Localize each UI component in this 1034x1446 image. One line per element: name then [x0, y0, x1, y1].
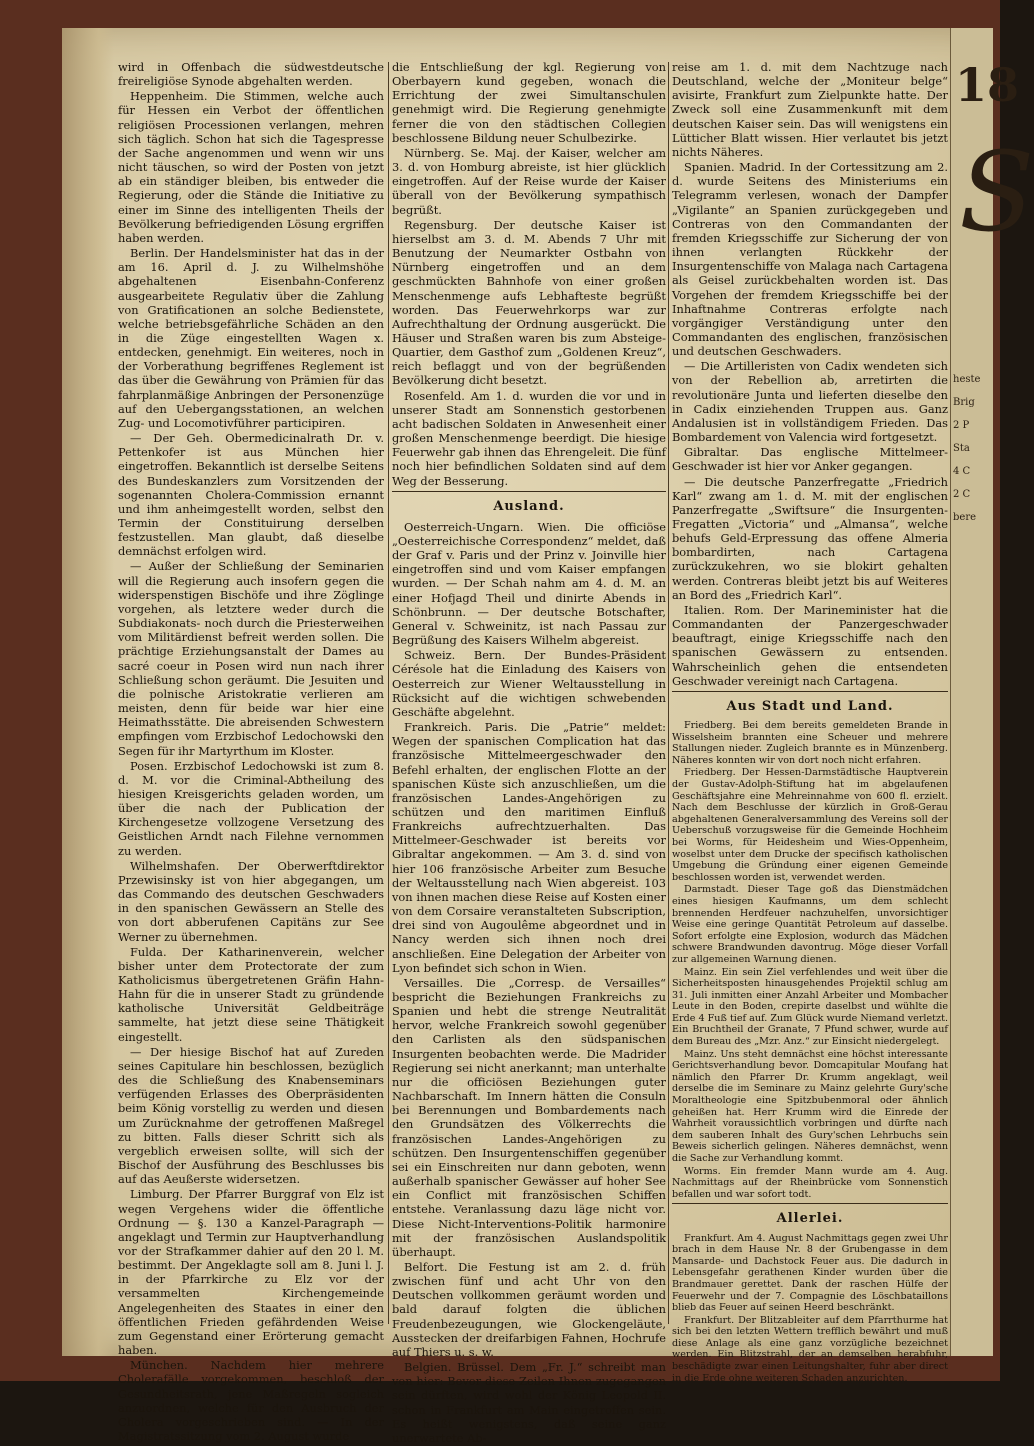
- divider: [672, 1203, 948, 1204]
- paragraph: Belgien. Brüssel. Dem „Fr. J.“ schreibt man von hier: Bevor diese Zeilen Ihnen zugegangen sein dürften, wird wohl der König Leopold II. schon in Frankfurt am Main eingetroffen sein. Es heißt wenigstens, daß seine ganz unerwartete Ab-: [392, 1360, 666, 1445]
- section-heading-allerlei: Allerlei.: [776, 1211, 844, 1227]
- paragraph: reise am 1. d. mit dem Nachtzuge nach Deutschland, welche der „Moniteur belge“ avisirte, Frankfurt zum Zielpunkte hatte. Der Zweck soll eine Zusammenkunft mit dem deutschen Kaiser sein. Das will wenigstens ein Lütticher Blatt wissen. Hier verlautet bis jetzt nichts Näheres.: [672, 60, 948, 159]
- paragraph: Gibraltar. Das englische Mittelmeer-Geschwader ist hier vor Anker gegangen.: [672, 445, 948, 474]
- paragraph: Frankfurt. Am 4. August Nachmittags gegen zwei Uhr brach in dem Hause Nr. 8 der Grubengasse in dem Mansarde- und Dachstock Feuer aus. Die dadurch in Lebensgefahr gerathenen Kinder wurden über die Brandmauer gerettet. Dank der raschen Hülfe der Feuerwehr und der 7. Compagnie des Löschbataillons blieb das Feuer auf seinen Heerd beschränkt.: [672, 1232, 948, 1314]
- paragraph: München. Nachdem hier mehrere Cholerafälle vorgekommen, beschloß der Gesundheitsrath, jene Maßregeln sogleich anzuordnen, welche für den Ausbruch der Cholera vorgeschrieben sind. — In der Magistratssitzung vom 2. August wurde: [118, 1358, 384, 1443]
- column-rule: [388, 62, 389, 1324]
- paragraph: Versailles. Die „Corresp. de Versailles“ bespricht die Beziehungen Frankreichs zu Spanien und hebt die strenge Neutralität hervor, welche Frankreich sowohl gegenüber den Carlisten als den südspanischen Insurgenten beobachten werde. Die Madrider Regierung sei nicht anerkannt; man unterhalte nur die officiösen Beziehungen guter Nachbarschaft. Im Innern hätten die Consuln bei Berennungen und Bombardements nach den Grundsätzen des Völkerrechts die französischen Landes-Angehörigen zu schützen. Den Insurgentenschiffen gegenüber sei ein Einschreiten nur dann geboten, wenn außerhalb spanischer Gewässer auf hoher See ein Conflict mit französischen Schiffen entstehe. Veranlassung dazu läge nicht vor. Diese Nicht-Interventions-Politik harmonire mit der französischen Auslandspolitik überhaupt.: [392, 975, 666, 1259]
- strip-line: heste: [953, 374, 981, 385]
- column-rule: [668, 62, 669, 1324]
- paragraph: Belfort. Die Festung ist am 2. d. früh zwischen fünf und acht Uhr von den Deutschen vollkommen geräumt worden und bald darauf folgten die üblichen Freudenbezeugungen, wie Glockengeläute, Ausstecken der dreifarbigen Fahnen, Hochrufe auf Thiers u. s. w.: [392, 1259, 666, 1359]
- column-2: [392, 60, 666, 1446]
- strip-line: bere: [953, 512, 977, 523]
- strip-line: Brig: [953, 397, 975, 408]
- strip-line: Sta: [953, 443, 970, 454]
- paragraph: wird in Offenbach die südwestdeutsche freireligiöse Synode abgehalten werden.: [118, 60, 384, 89]
- paragraph: Rosenfeld. Am 1. d. wurden die vor und in unserer Stadt am Sonnenstich gestorbenen acht badischen Soldaten in Anwesenheit einer großen Menschenmenge beerdigt. Die hiesige Feuerwehr gab ihnen das Ehrengeleit. Die fünf noch hier befindlichen Soldaten sind auf dem Weg der Besserung.: [392, 388, 666, 488]
- paragraph: Friedberg. Der Hessen-Darmstädtische Hauptverein der Gustav-Adolph-Stiftung hat im abgelaufenen Geschäftsjahre eine Mehreinnahme von 600 fl. erzielt. Nach dem Beschlusse der kürzlich in Groß-Gerau abgehaltenen Generalversammlung des Vereins soll der Ueberschuß vorzugsweise für die Gemeinde Hochheim bei Worms, für Heidesheim und Wies-Oppenheim, woselbst unter dem Drucke der specifisch katholischen Umgebung die Gründung einer eigenen Gemeinde beschlossen worden ist, verwendet werden.: [672, 767, 948, 883]
- paragraph: — Der hiesige Bischof hat auf Zureden seines Capitulare hin beschlossen, bezüglich des die Schließung des Knabenseminars verfügenden Erlasses des Oberpräsidenten beim König vorstellig zu werden und diesen um Zurücknahme der getroffenen Maßregel zu bitten. Falls dieser Schritt sich als vergeblich erweisen sollte, will sich der Bischof der Ausführung des Beschlusses bis auf das Aeußerste widersetzen.: [118, 1044, 384, 1187]
- paragraph: — Die Artilleristen von Cadix wendeten sich von der Rebellion ab, arretirten die revolutionäre Junta und lieferten dieselbe den in Cadix einziehenden Truppen aus. Ganz Andalusien ist in vollständigem Frieden. Das Bombardement von Valencia wird fortgesetzt.: [672, 359, 948, 445]
- paragraph: — Der Geh. Obermedicinalrath Dr. v. Pettenkofer ist aus München hier eingetroffen. Bekanntlich ist derselbe Seitens des Bundeskanzlers zum Vorsitzenden der sogenannten Cholera-Commission ernannt und ihm anheimgestellt worden, selbst den Termin der Constituirung derselben festzustellen. Man glaubt, daß dieselbe demnächst erfolgen wird.: [118, 431, 384, 559]
- paragraph: — Außer der Schließung der Seminarien will die Regierung auch insofern gegen die widerspenstigen Bischöfe und ihre Zöglinge vorgehen, als letztere weder durch die Subdiakonats- noch durch die Priesterweihen vom Militärdienst befreit werden sollen. Die prächtige Erziehungsanstalt der Dames au sacré coeur in Posen wird nun nach ihrer Schließung schon geräumt. Die Jesuiten und die polnische Aristokratie verlieren am meisten, denn für beide war hier eine Heimathsstätte. Die abreisenden Schwestern empfingen vom Erzbischof Ledochowski den Segen für ihr Martyrthum im Kloster.: [118, 559, 384, 758]
- divider: [392, 491, 666, 492]
- paragraph: Frankreich. Paris. Die „Patrie“ meldet: Wegen der spanischen Complication hat das französische Mittelmeergeschwader den Befehl erhalten, der englischen Flotte an der spanischen Küste sich anzuschließen, um die französischen Landes-Angehörigen zu schützen und den maritimen Einfluß Frankreichs aufrechtzuerhalten. Das Mittelmeer-Geschwader ist bereits vor Gibraltar angekommen. — Am 3. d. sind von hier 106 französische Arbeiter zum Besuche der Weltausstellung nach Wien abgereist. 103 von ihnen machen diese Reise auf Kosten einer von dem Corsaire veranstalteten Subscription, drei sind von Augoulême abgeordnet und in Nancy werden sich ihnen noch drei anschließen. Eine Delegation der Arbeiter von Lyon befindet sich schon in Wien.: [392, 720, 666, 975]
- divider: [672, 691, 948, 692]
- paragraph: Spanien. Madrid. In der Cortessitzung am 2. d. wurde Seitens des Ministeriums ein Telegramm verlesen, wonach der Dampfer „Vigilante“ an Spanien zurückgegeben und Contreras von den Commandanten der fremden Kriegsschiffe zur Sicherung der von ihnen verlangten Rückkehr der Insurgentenschiffe von Malaga nach Cartagena als Geisel zurückbehalten worden ist. Das Vorgehen der fremdem Kriegsschiffe bei der Inhaftnahme Contreras erfolgte nach vorgängiger Verständigung unter den Commandanten des englischen, französischen und deutschen Geschwaders.: [672, 160, 948, 359]
- paragraph: Wilhelmshafen. Der Oberwerftdirektor Przewisinsky ist von hier abgegangen, um das Commando des deutschen Geschwaders in den spanischen Gewässern an Stelle des von dort abberufenen Capitäns zur See Werner zu übernehmen.: [118, 858, 384, 944]
- adjacent-page-edge: [950, 28, 1034, 1356]
- strip-number: 18: [955, 58, 1020, 112]
- paragraph: Heppenheim. Die Stimmen, welche auch für Hessen ein Verbot der öffentlichen religiösen Processionen verlangen, mehren sich täglich. Schon hat sich die Tagespresse der Sache angenommen und wenn wir uns nicht täuschen, so wird der Posten von jetzt ab ein ständiger bleiben, bis entweder die Regierung, oder die Stände die Initiative zu einer im Sinne des intelligenten Theils der Bevölkerung befriedigenden Lösung ergriffen haben werden.: [118, 89, 384, 245]
- strip-text: [953, 368, 991, 529]
- strip-line: 2 C: [953, 489, 971, 500]
- paragraph: Worms. Ein fremder Mann wurde am 4. Aug. Nachmittags auf der Rheinbrücke vom Sonnenstich befallen und war sofort todt.: [672, 1165, 948, 1200]
- strip-line: 2 P: [953, 420, 970, 431]
- paragraph: Limburg. Der Pfarrer Burggraf von Elz ist wegen Vergehens wider die öffentliche Ordnung — §. 130 a Kanzel-Paragraph — angeklagt und Termin zur Hauptverhandlung vor der Strafkammer dahier auf den 20 l. M. bestimmt. Der Angeklagte soll am 8. Juni l. J. in der Pfarrkirche zu Elz vor der versammelten Kirchengemeinde Angelegenheiten des Staates in einer den öffentlichen Frieden gefährdenden Weise zum Gegenstand einer Erörterung gemacht haben.: [118, 1187, 384, 1358]
- paragraph: Italien. Rom. Der Marineminister hat die Commandanten der Panzergeschwader beauftragt, einige Kriegsschiffe nach den spanischen Gewässern zu entsenden. Wahrscheinlich gehen die entsendeten Geschwader vereinigt nach Cartagena.: [672, 602, 948, 688]
- section-heading-stadt-und-land: Aus Stadt und Land.: [726, 698, 894, 714]
- paragraph: Darmstadt. Dieser Tage goß das Dienstmädchen eines hiesigen Kaufmanns, um dem schlecht brennenden Herdfeuer nachzuhelfen, unvorsichtiger Weise eine geringe Quantität Petroleum auf dasselbe. Sofort erfolgte eine Explosion, wodurch das Mädchen schwere Brandwunden davontrug. Möge dieser Vorfall zur allgemeinen Warnung dienen.: [672, 884, 948, 965]
- paragraph: Posen. Erzbischof Ledochowski ist zum 8. d. M. vor die Criminal-Abtheilung des hiesigen Kreisgerichts geladen worden, um über die nach der Publication der Kirchengesetze vollzogene Versetzung des Geistlichen Arndt nach Filehne vernommen zu werden.: [118, 758, 384, 858]
- strip-line: 4 C: [953, 466, 971, 477]
- binding-gutter: [62, 28, 114, 1356]
- column-3: [672, 60, 948, 1385]
- paragraph: Mainz. Ein sein Ziel verfehlendes und weit über die Sicherheitsposten hinausgehendes Projektil schlug am 31. Juli inmitten einer Anzahl Arbeiter und Mombacher Leute in den Boden, crepirte daselbst und wühlte die Erde 4 Fuß tief auf. Zum Glück wurde Niemand verletzt. Ein Bruchtheil der Granate, 7 Pfund schwer, wurde auf dem Bureau des „Mzr. Anz.“ zur Einsicht niedergelegt.: [672, 966, 948, 1048]
- paragraph: Fulda. Der Katharinenverein, welcher bisher unter dem Protectorate der zum Katholicismus übergetretenen Gräfin Hahn-Hahn für die in unserer Stadt zu gründende katholische Universität Geldbeiträge sammelte, hat jetzt diese seine Thätigkeit eingestellt.: [118, 944, 384, 1044]
- paragraph: — Die deutsche Panzerfregatte „Friedrich Karl“ zwang am 1. d. M. mit der englischen Panzerfregatte „Swiftsure“ die Insurgenten-Fregatten „Victoria“ und „Almansa“, welche behufs Geld-Erpressung das offene Almeria bombardirten, nach Cartagena zurückzukehren, wo sie blokirt gehalten werden. Contreras bleibt jetzt bis auf Weiteres an Bord des „Friedrich Karl“.: [672, 474, 948, 602]
- paragraph: Mainz. Uns steht demnächst eine höchst interessante Gerichtsverhandlung bevor. Domcapitular Moufang hat nämlich den Pfarrer Dr. Krumm angeklagt, weil derselbe die im Seminare zu Mainz gelehrte Gury'sche Moraltheologie eine Spitzbubenmoral oder ähnlich geheißen hat. Herr Krumm wird die Einrede der Wahrheit voraussichtlich vorbringen und dürfte nach dem sauberen Inhalt des Gury'schen Lehrbuchs sein Beweis sicherlich gelingen. Näheres demnächst, wenn die Sache zur Verhandlung kommt.: [672, 1048, 948, 1164]
- paragraph: Regensburg. Der deutsche Kaiser ist hierselbst am 3. d. M. Abends 7 Uhr mit Benutzung der Neumarkter Ostbahn von Nürnberg eingetroffen und an dem geschmückten Bahnhofe von einer großen Menschenmenge aufs Lebhafteste begrüßt worden. Das Feuerwehrkorps war zur Aufrechthaltung der Ordnung ausgerückt. Die Häuser und Straßen waren bis zum Absteige-Quartier, dem Gasthof zum „Goldenen Kreuz“, reich beflaggt und von der begrüßenden Bevölkerung dicht besetzt.: [392, 217, 666, 388]
- strip-glyph: S: [959, 128, 1034, 256]
- paragraph: Nürnberg. Se. Maj. der Kaiser, welcher am 3. d. von Homburg abreiste, ist hier glücklich eingetroffen. Auf der Reise wurde der Kaiser überall von der Bevölkerung sympathisch begrüßt.: [392, 145, 666, 217]
- column-1: [118, 60, 384, 1444]
- paragraph: Schweiz. Bern. Der Bundes-Präsident Cérésole hat die Einladung des Kaisers von Oesterreich zur Wiener Weltausstellung in Rücksicht auf die wichtigen schwebenden Geschäfte abgelehnt.: [392, 648, 666, 719]
- section-heading-ausland: Ausland.: [493, 498, 565, 514]
- paragraph: Friedberg. Bei dem bereits gemeldeten Brande in Wisselsheim brannten eine Scheuer und mehrere Stallungen nieder. Zugleich brannte es in Münzenberg. Näheres konnten wir von dort noch nicht erfahren.: [672, 720, 948, 766]
- paragraph: Berlin. Der Handelsminister hat das in der am 16. April d. J. zu Wilhelmshöhe abgehaltenen Eisenbahn-Conferenz ausgearbeitete Regulativ über die Zahlung von Gratificationen an solche Bedienstete, welche betriebsgefährliche Schäden an den in die Züge eingestellten Wagen x. entdecken, genehmigt. Ein weiteres, noch in der Vorberathung begriffenes Reglement ist das über die Gewährung von Prämien für das fahrplanmäßige Anbringen der Personenzüge auf den Uebergangsstationen, an welchen Zug- und Locomotivführer participiren.: [118, 246, 384, 430]
- paragraph: Oesterreich-Ungarn. Wien. Die officiöse „Oesterreichische Correspondenz“ meldet, daß der Graf v. Paris und der Prinz v. Joinville hier eingetroffen sind und vom Kaiser empfangen wurden. — Der Schah nahm am 4. d. M. an einer Hofjagd Theil und dinirte Abends in Schönbrunn. — Der deutsche Botschafter, General v. Schweinitz, ist nach Passau zur Begrüßung des Kaisers Wilhelm abgereist.: [392, 519, 666, 648]
- paragraph: Frankfurt. Der Blitzableiter auf dem Pfarrthurme hat sich bei den letzten Wettern trefflich bewährt und muß diese Anlage als eine ganz vorzügliche bezeichnet werden. Ein Blitzstrahl, der an demselben herabfuhr, beschädigte zwar einen Leitungshalter, fuhr aber direct in die Erde ohne weiteren Schaden anzurichten.: [672, 1314, 948, 1384]
- paragraph: die Entschließung der kgl. Regierung von Oberbayern kund gegeben, wonach die Errichtung der zwei Simultanschulen genehmigt wird. Die Regierung genehmigte ferner die von den städtischen Collegien beschlossene Bildung neuer Schulbezirke.: [392, 60, 666, 145]
